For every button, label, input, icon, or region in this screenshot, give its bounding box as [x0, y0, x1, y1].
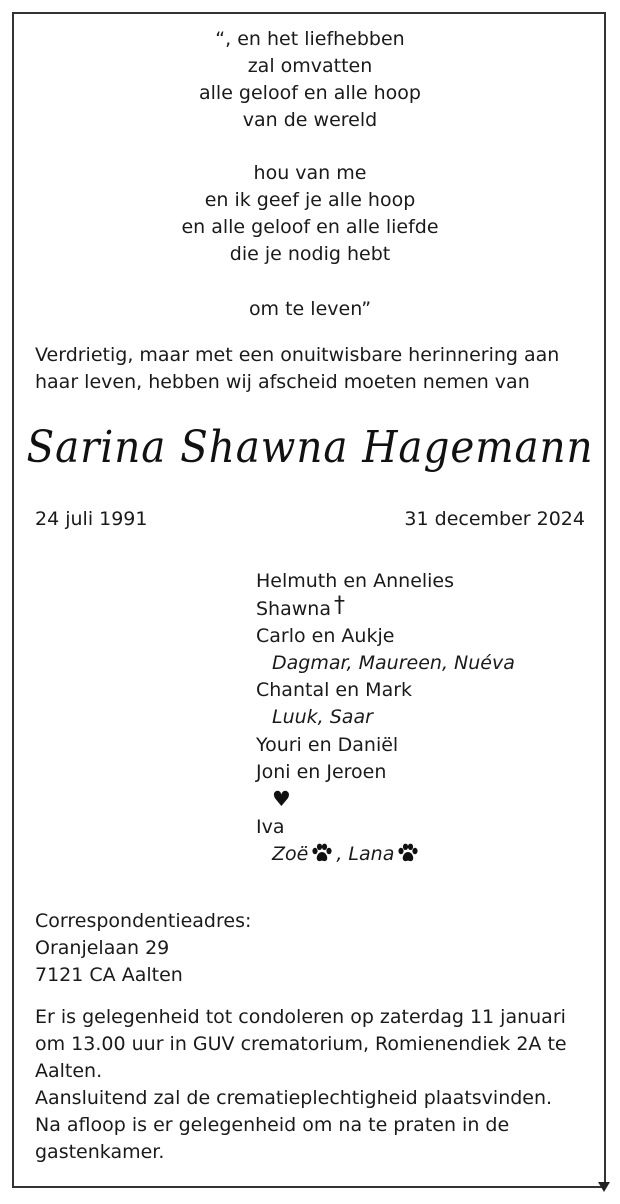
deceased-name: Sarina Shawna Hagemann — [26, 422, 594, 473]
family-line: Helmuth en Annelies — [256, 570, 455, 592]
poem-stanza-2 — [0, 160, 620, 268]
death-date: 31 december 2024 — [404, 508, 585, 530]
intro-text — [35, 342, 595, 396]
family-line: Joni en Jeroen — [256, 761, 387, 784]
poem-line: alle geloof en alle hoop — [199, 82, 421, 104]
poem-stanza-1 — [0, 26, 620, 134]
poem-line: om te leven” — [248, 298, 372, 320]
condolence-info — [35, 1004, 595, 1166]
poem-line: die je nodig hebt — [229, 243, 391, 265]
address-line: Correspondentieadres: — [35, 910, 252, 932]
family-list — [256, 568, 515, 868]
condolence-line: gastenkamer. — [35, 1141, 165, 1163]
intro-line: haar leven, hebben wij afscheid moeten nemen van — [35, 371, 530, 393]
family-pets — [256, 841, 515, 868]
paw-print-icon — [397, 843, 419, 863]
family-line: Chantal en Mark — [256, 679, 413, 702]
paw-print-icon — [311, 843, 333, 863]
family-line: Carlo en Aukje — [256, 624, 395, 647]
poem-line: hou van me — [253, 162, 367, 184]
family-line: Iva — [256, 815, 285, 838]
correspondence-address — [35, 908, 595, 989]
pet-name: Zoë — [272, 842, 309, 865]
condolence-line: Na afloop is er gelegenheid om na te praten in de — [35, 1114, 510, 1136]
condolence-line: om 13.00 uur in GUV crematorium, Romienendiek 2A te — [35, 1033, 567, 1055]
scroll-down-arrow-icon[interactable] — [598, 1182, 610, 1192]
address-line: 7121 CA Aalten — [35, 964, 183, 986]
poem-stanza-3 — [0, 296, 620, 323]
heart-icon: ♥ — [272, 787, 291, 812]
poem-line: en ik geef je alle hoop — [204, 189, 416, 211]
family-children: Dagmar, Maureen, Nuéva — [272, 651, 515, 674]
condolence-line: Er is gelegenheid tot condoleren op zaterdag 11 januari — [35, 1006, 566, 1028]
family-line: Youri en Daniël — [256, 733, 399, 756]
pet-name: , Lana — [336, 842, 395, 865]
poem-line: “, en het liefhebben — [215, 28, 405, 50]
family-heart-line — [256, 786, 515, 813]
birth-date: 24 juli 1991 — [35, 508, 148, 530]
poem-line: en alle geloof en alle liefde — [181, 216, 439, 238]
condolence-line: Aalten. — [35, 1060, 103, 1082]
family-children: Luuk, Saar — [272, 706, 373, 729]
family-name: Shawna — [256, 598, 331, 621]
family-line-shawna — [256, 595, 515, 622]
address-line: Oranjelaan 29 — [35, 937, 170, 959]
poem-line: van de wereld — [242, 109, 378, 131]
intro-line: Verdrietig, maar met een onuitwisbare herinnering aan — [35, 344, 560, 366]
poem-line: zal omvatten — [247, 55, 373, 77]
condolence-line: Aansluitend zal de crematieplechtigheid plaatsvinden. — [35, 1087, 553, 1109]
cross-icon: † — [333, 593, 345, 619]
